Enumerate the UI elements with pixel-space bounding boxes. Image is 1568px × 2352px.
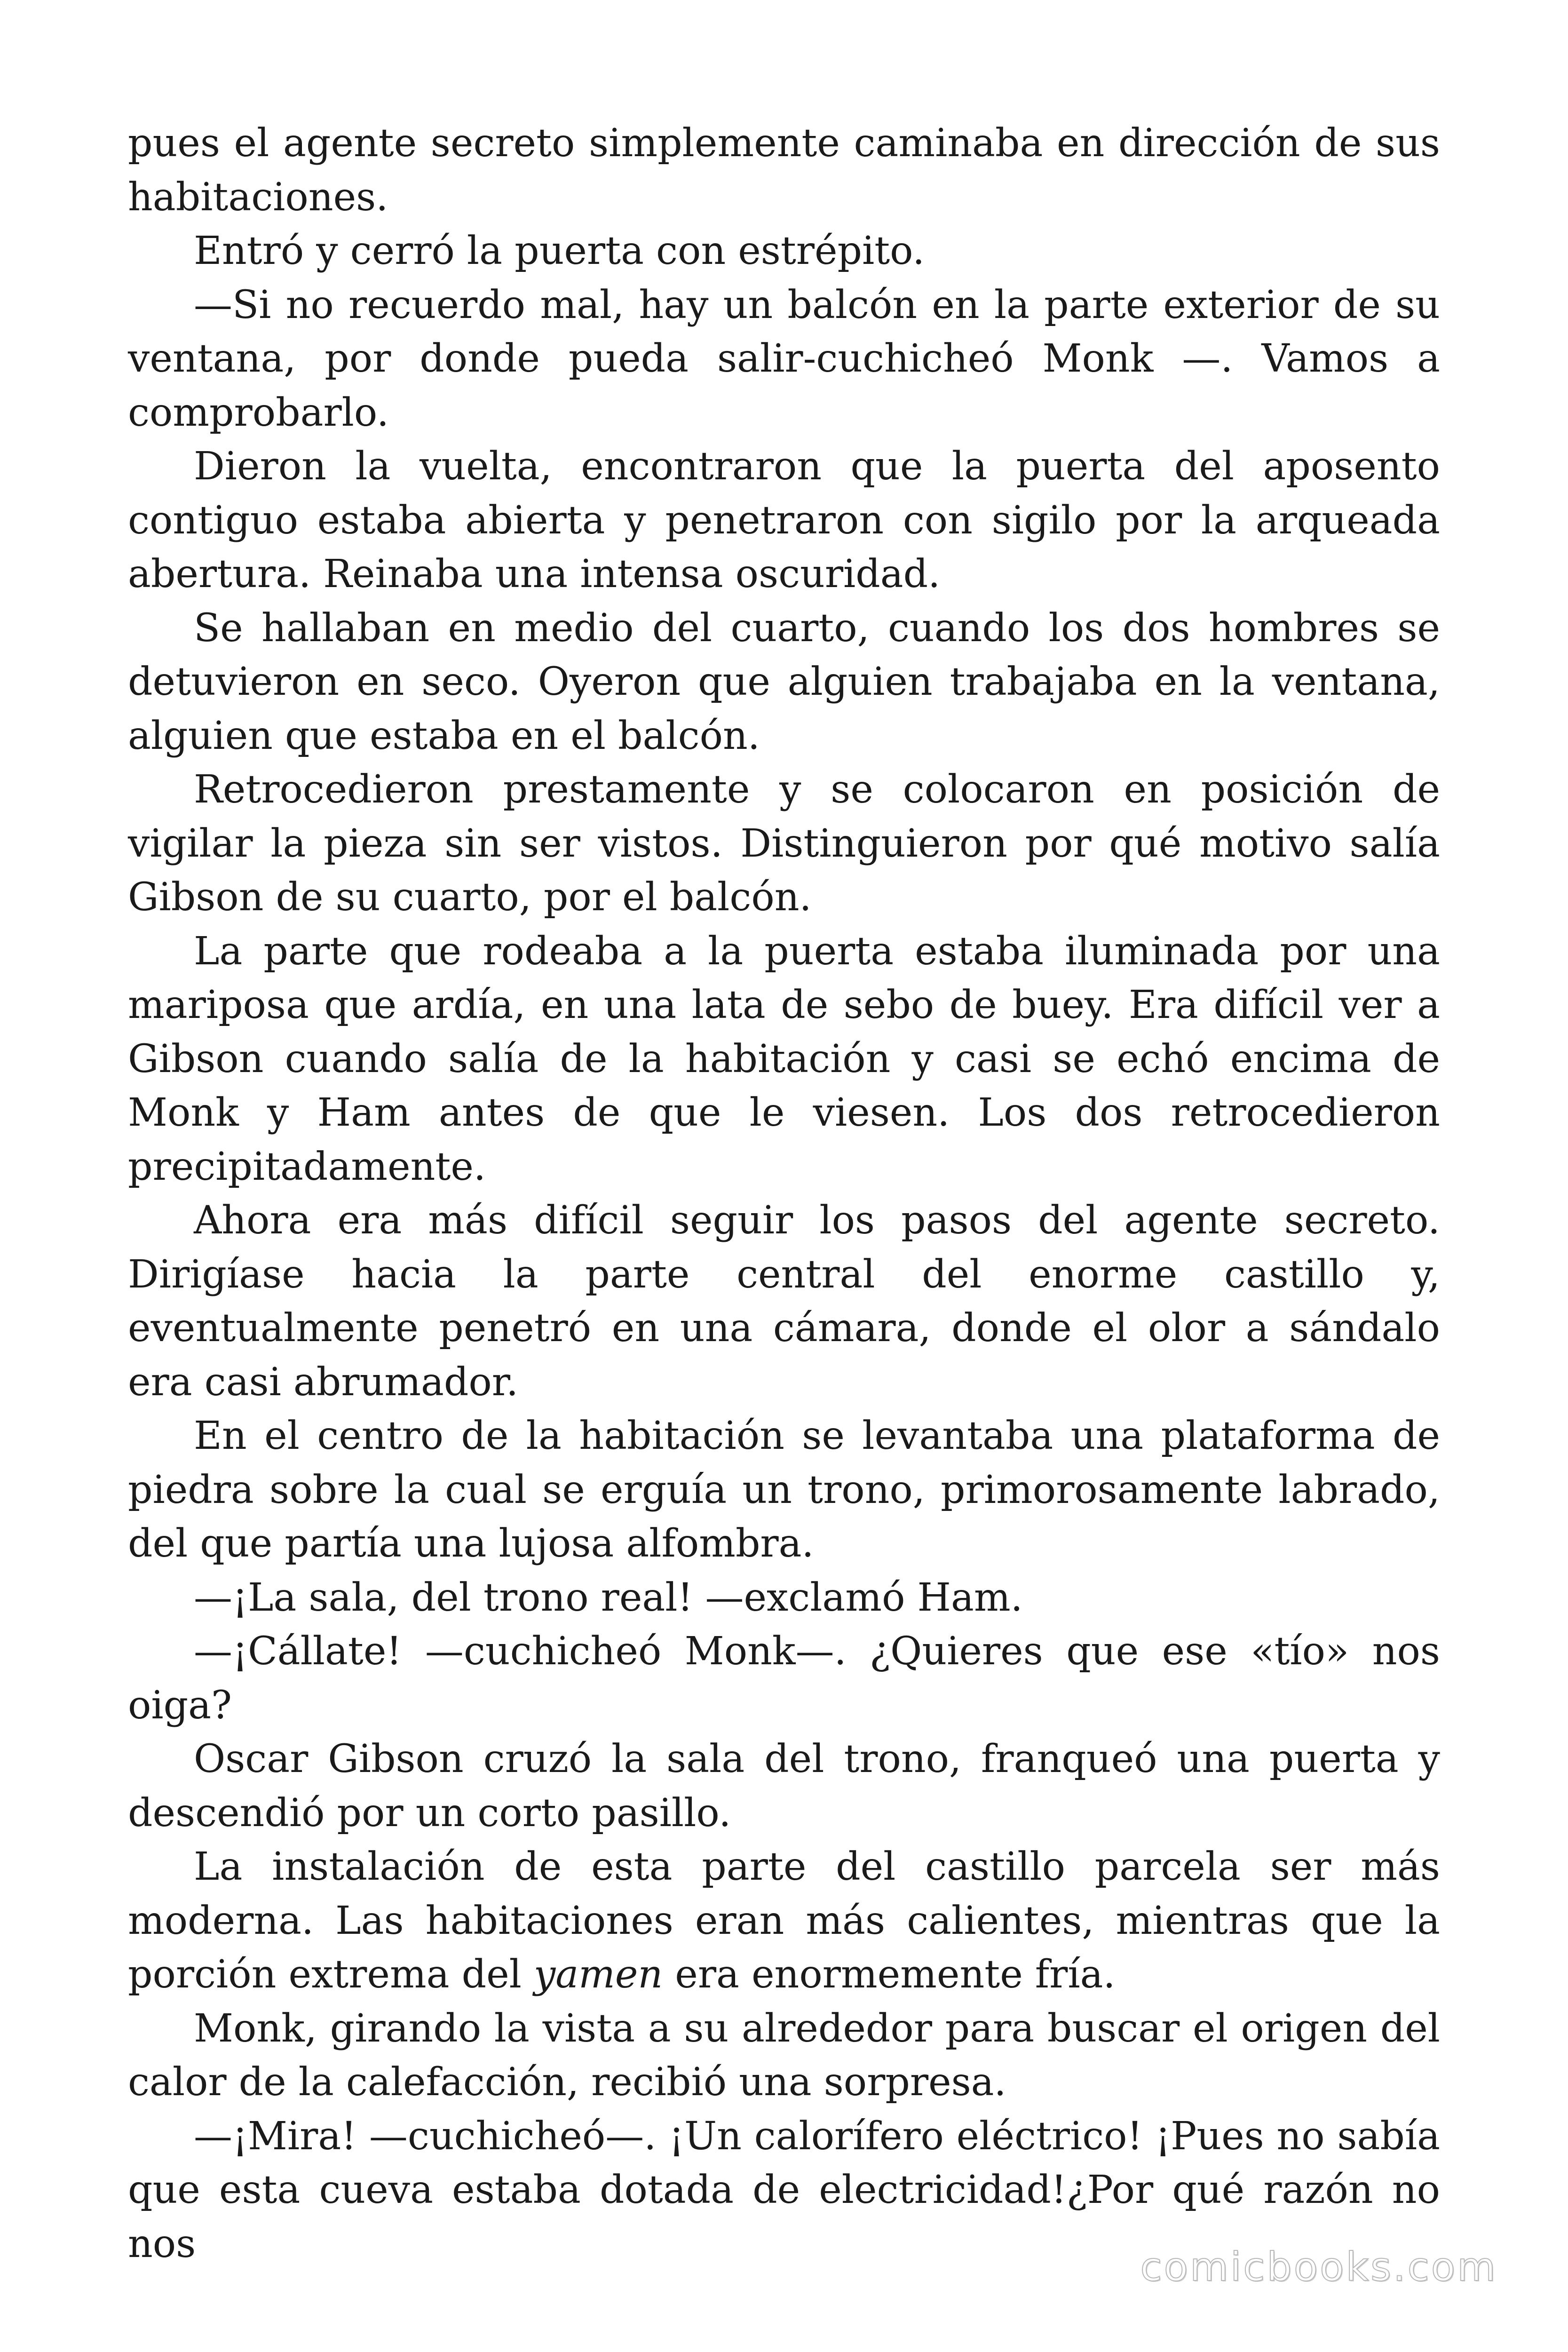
paragraph-12: Oscar Gibson cruzó la sala del trono, franqueó una puerta y descendió por un corto pasillo. [128, 1737, 1440, 1836]
paragraph-9: En el centro de la habitación se levantaba una plataforma de piedra sobre la cual se erguía un trono, primorosamente labrado, del que partía una lujosa alfombra. [128, 1414, 1440, 1566]
paragraph-5: Se hallaban en medio del cuarto, cuando los dos hombres se detuvieron en seco. Oyeron que alguien trabajaba en la ventana, alguien que estaba en el balcón. [128, 605, 1440, 758]
paragraph-14: Monk, girando la vista a su alrededor para buscar el origen del calor de la calefacción, recibió una sorpresa. [128, 2006, 1440, 2105]
paragraph-6: Retrocedieron prestamente y se colocaron en posición de vigilar la pieza sin ser vistos. Distinguieron por qué motivo salía Gibson de su cuarto, por el balcón. [128, 767, 1440, 920]
watermark-logo: comicbooks.com [1140, 2244, 1497, 2290]
paragraph-11: —¡Cállate! —cuchicheó Monk—. ¿Quieres que ese «tío» nos oiga? [128, 1629, 1440, 1728]
italic-word-yamen: yamen [533, 1952, 663, 1997]
paragraph-2: Entró y cerró la puerta con estrépito. [194, 229, 925, 273]
paragraph-15: —¡Mira! —cuchicheó—. ¡Un calorífero eléctrico! ¡Pues no sabía que esta cueva estaba dotada de electricidad!¿Por qué razón no nos [128, 2114, 1440, 2266]
paragraph-1: pues el agente secreto simplemente caminaba en dirección de sus habitaciones. [128, 121, 1440, 220]
paragraph-13-start: La instalación de esta parte del castillo parcela ser más moderna. Las habitaciones eran más calientes, mientras que la porción extrema del [128, 1844, 1440, 1997]
paragraph-4: Dieron la vuelta, encontraron que la puerta del aposento contiguo estaba abierta y penetraron con sigilo por la arqueada abertura. Reinaba una intensa oscuridad. [128, 444, 1440, 596]
paragraph-10: —¡La sala, del trono real! —exclamó Ham. [194, 1575, 1023, 1620]
paragraph-13 [128, 1840, 1440, 2002]
paragraph-8: Ahora era más difícil seguir los pasos del agente secreto. Dirigíase hacia la parte central del enorme castillo y, eventualmente penetró en una cámara, donde el olor a sándalo era casi abrumador. [128, 1198, 1440, 1405]
paragraph-7: La parte que rodeaba a la puerta estaba iluminada por una mariposa que ardía, en una lata de sebo de buey. Era difícil ver a Gibson cuando salía de la habitación y casi se echó encima de Monk y Ham antes de que le viesen. Los dos retrocedieron precipitadamente. [128, 929, 1440, 1189]
paragraph-3: —Si no recuerdo mal, hay un balcón en la parte exterior de su ventana, por donde pueda salir-cuchicheó Monk —. Vamos a comprobarlo. [128, 282, 1440, 435]
body-text [128, 117, 1440, 2271]
paragraph-13-end: era enormemente fría. [663, 1952, 1116, 1997]
